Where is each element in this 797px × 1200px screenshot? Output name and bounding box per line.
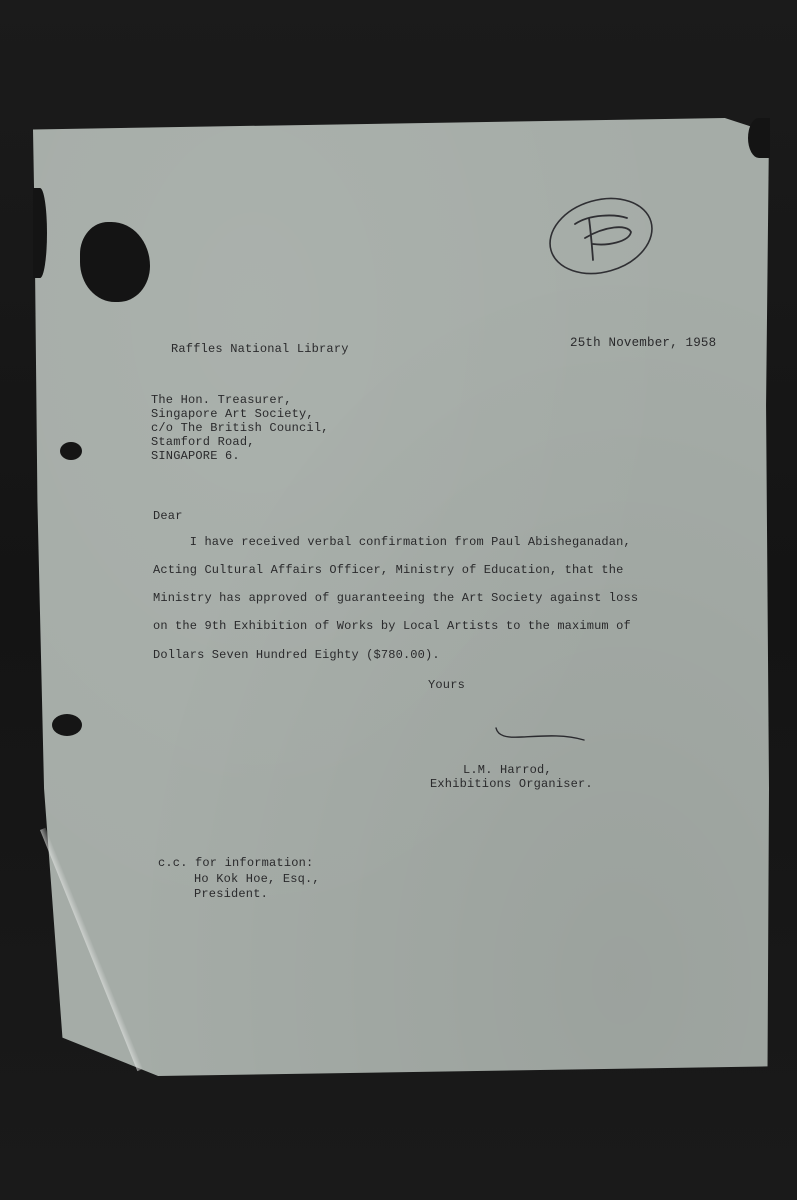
torn-edge [748, 118, 770, 158]
torn-edge [33, 188, 47, 278]
recipient-line: SINGAPORE 6. [151, 449, 240, 463]
signatory-name: L.M. Harrod, [463, 763, 552, 777]
salutation: Dear [153, 509, 183, 523]
sender-name: Raffles National Library [171, 342, 349, 356]
recipient-line: Stamford Road, [151, 435, 255, 449]
signatory-title: Exhibitions Organiser. [430, 777, 593, 791]
cc-line: Ho Kok Hoe, Esq., [194, 872, 320, 886]
punch-hole [52, 714, 82, 736]
recipient-line: The Hon. Treasurer, [151, 393, 292, 407]
recipient-line: c/o The British Council, [151, 421, 329, 435]
body-line: Ministry has approved of guaranteeing the Art Society against loss [153, 591, 639, 605]
cc-line: President. [194, 887, 269, 901]
body-line: Dollars Seven Hundred Eighty ($780.00). [153, 648, 440, 662]
signature [492, 722, 588, 748]
circled-initial-mark [545, 188, 657, 280]
body-line: I have received verbal confirmation from Paul Abisheganadan, [153, 535, 631, 549]
closing: Yours [428, 678, 466, 692]
body-line: on the 9th Exhibition of Works by Local Artists to the maximum of [153, 619, 631, 633]
body-line: Acting Cultural Affairs Officer, Ministry of Education, that the [153, 563, 624, 577]
recipient-line: Singapore Art Society, [151, 407, 314, 421]
punch-hole [60, 442, 82, 460]
cc-heading: c.c. for information: [158, 856, 314, 870]
letter-date: 25th November, 1958 [570, 336, 717, 350]
